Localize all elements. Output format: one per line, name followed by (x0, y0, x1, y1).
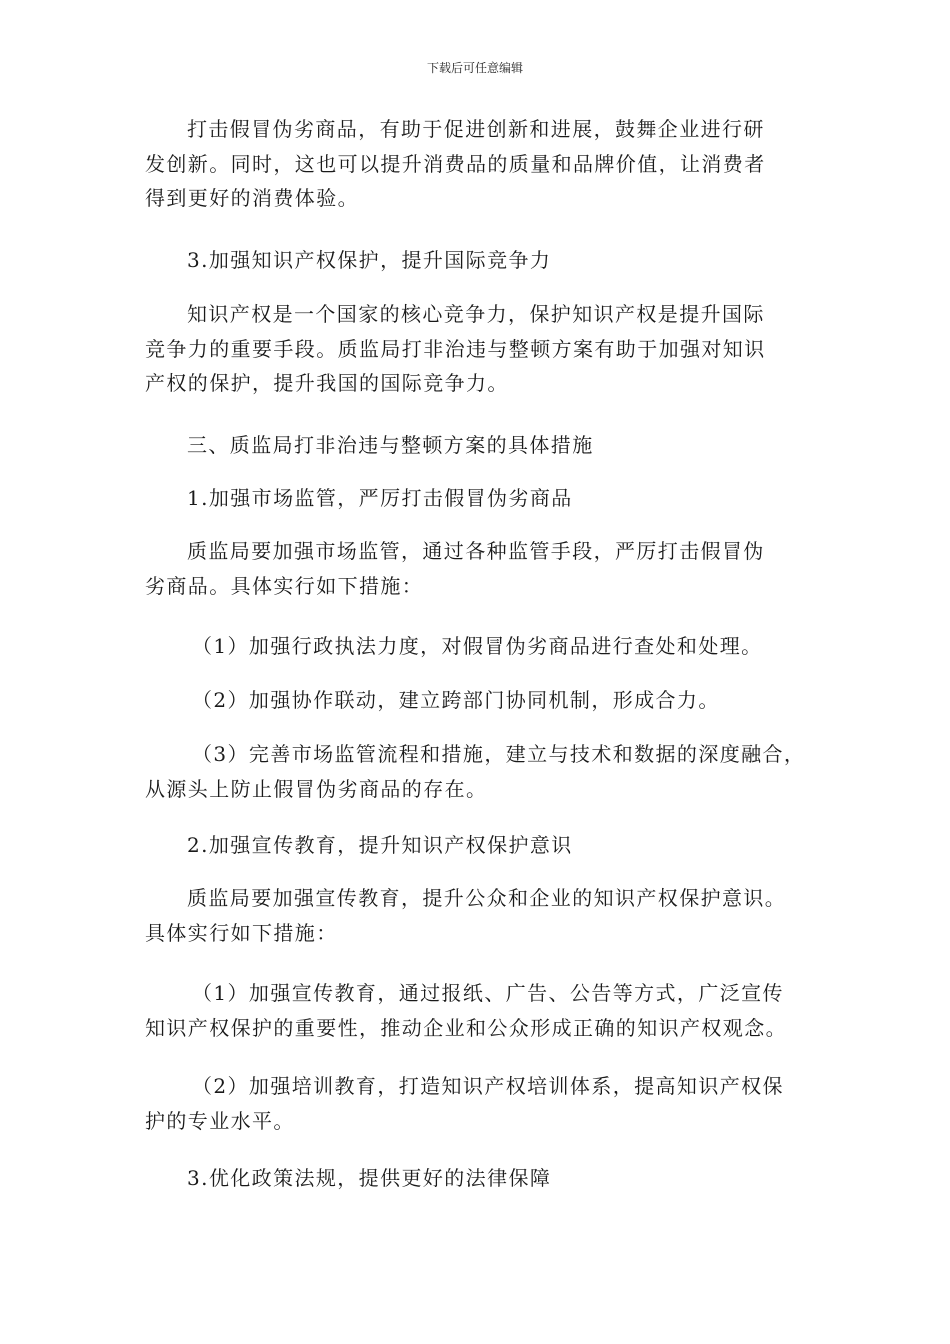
text-line: 劣商品。具体实行如下措施： (145, 573, 424, 598)
page-header-note: 下载后可任意编辑 (426, 61, 523, 75)
text-line: （2）加强协作联动，建立跨部门协同机制，形成合力。 (192, 688, 720, 712)
list-item (145, 629, 825, 664)
paragraph-2 (145, 297, 825, 401)
list-item (145, 737, 825, 806)
paragraph-4 (145, 881, 825, 950)
heading-text: 三、质监局打非治违与整顿方案的具体措施 (187, 433, 594, 457)
heading-text: 2.加强宣传教育，提升知识产权保护意识 (187, 833, 573, 857)
text-line: （2）加强培训教育，打造知识产权培训体系，提高知识产权保 (192, 1074, 784, 1098)
text-line: 发创新。同时，这也可以提升消费品的质量和品牌价值，让消费者 (145, 151, 766, 176)
section-heading-1 (145, 481, 825, 516)
text-line: 具体实行如下措施： (145, 920, 338, 945)
text-line: （3）完善市场监管流程和措施，建立与技术和数据的深度融合， (192, 742, 806, 766)
paragraph-1 (145, 112, 825, 216)
list-item (145, 683, 825, 718)
heading-text: 3.优化政策法规，提供更好的法律保障 (187, 1166, 552, 1190)
section-heading-2 (145, 828, 825, 863)
section-heading-3 (145, 243, 825, 278)
text-line: 知识产权是一个国家的核心竞争力，保护知识产权是提升国际 (187, 302, 765, 326)
list-item (145, 976, 825, 1045)
heading-text: 1.加强市场监管，严厉打击假冒伪劣商品 (187, 486, 573, 510)
list-item (145, 1069, 825, 1138)
text-line: 质监局要加强宣传教育，提升公众和企业的知识产权保护意识。 (187, 886, 787, 910)
text-line: 得到更好的消费体验。 (145, 186, 359, 210)
section-heading-3b (145, 1161, 825, 1196)
chapter-heading-3 (145, 428, 825, 463)
text-line: 知识产权保护的重要性，推动企业和公众形成正确的知识产权观念。 (145, 1015, 787, 1040)
text-line: 打击假冒伪劣商品，有助于促进创新和进展，鼓舞企业进行研 (187, 117, 765, 141)
text-line: 护的专业水平。 (145, 1108, 295, 1133)
paragraph-3 (145, 534, 825, 603)
text-line: 产权的保护，提升我国的国际竞争力。 (145, 371, 509, 395)
text-line: 从源头上防止假冒伪劣商品的存在。 (145, 776, 488, 801)
text-line: 质监局要加强市场监管，通过各种监管手段，严厉打击假冒伪 (187, 539, 765, 563)
text-line: （1）加强宣传教育，通过报纸、广告、公告等方式，广泛宣传 (192, 981, 784, 1005)
text-line: 竞争力的重要手段。质监局打非治违与整顿方案有助于加强对知识 (145, 336, 766, 361)
heading-text: 3.加强知识产权保护，提升国际竞争力 (187, 248, 552, 272)
text-line: （1）加强行政执法力度，对假冒伪劣商品进行查处和处理。 (192, 634, 763, 658)
